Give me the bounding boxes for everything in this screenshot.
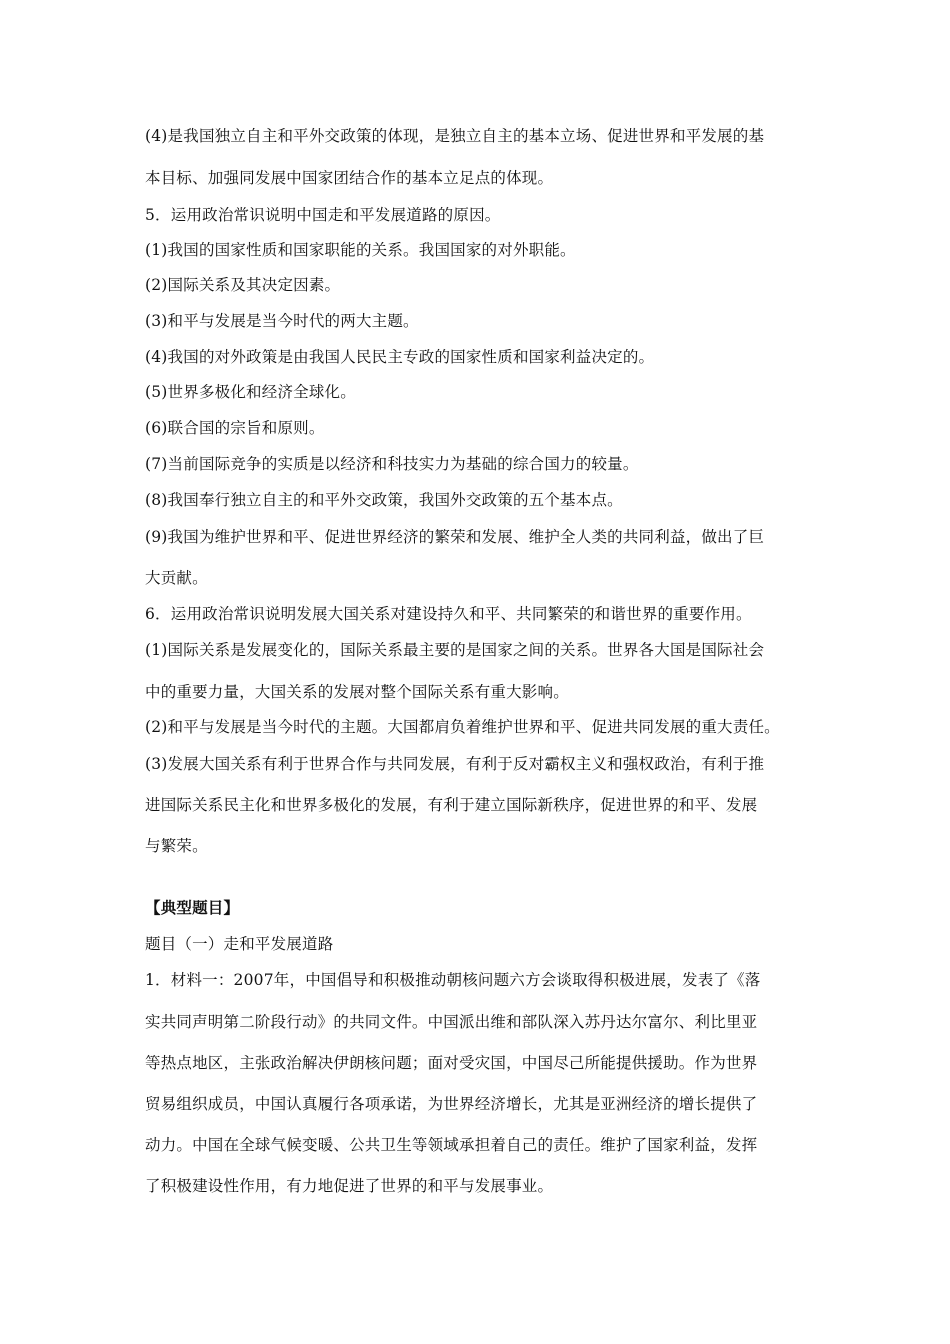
- text-line: (6)联合国的宗旨和原则。: [145, 419, 325, 437]
- text-line: 实共同声明第二阶段行动》的共同文件。中国派出维和部队深入苏丹达尔富尔、利比里亚: [145, 1013, 758, 1031]
- text-line: (7)当前国际竞争的实质是以经济和科技实力为基础的综合国力的较量。: [145, 455, 639, 473]
- text-line: 动力。中国在全球气候变暖、公共卫生等领域承担着自己的责任。维护了国家利益，发挥: [145, 1136, 758, 1154]
- text-line: 1．材料一：2007年，中国倡导和积极推动朝核问题六方会谈取得积极进展，发表了《落: [145, 971, 761, 989]
- text-line: (2)国际关系及其决定因素。: [145, 276, 341, 294]
- text-line: 大贡献。: [145, 569, 208, 587]
- text-line: (3)发展大国关系有利于世界合作与共同发展，有利于反对霸权主义和强权政治，有利于推: [145, 755, 765, 773]
- text-line: (2)和平与发展是当今时代的主题。大国都肩负着维护世界和平、促进共同发展的重大责任。: [145, 718, 780, 736]
- text-line: 等热点地区，主张政治解决伊朗核问题；面对受灾国，中国尽己所能提供援助。作为世界: [145, 1054, 758, 1072]
- section-heading: 【典型题目】: [145, 898, 240, 917]
- text-line: (1)国际关系是发展变化的，国际关系最主要的是国家之间的关系。世界各大国是国际社会: [145, 641, 765, 659]
- text-line: 了积极建设性作用，有力地促进了世界的和平与发展事业。: [145, 1177, 554, 1195]
- text-line: (1)我国的国家性质和国家职能的关系。我国国家的对外职能。: [145, 241, 576, 259]
- text-line: 本目标、加强同发展中国家团结合作的基本立足点的体现。: [145, 169, 554, 187]
- text-line: 与繁荣。: [145, 837, 208, 855]
- text-line: 6．运用政治常识说明发展大国关系对建设持久和平、共同繁荣的和谐世界的重要作用。: [145, 605, 752, 623]
- text-line: (4)我国的对外政策是由我国人民民主专政的国家性质和国家利益决定的。: [145, 348, 655, 366]
- text-line: (5)世界多极化和经济全球化。: [145, 383, 356, 401]
- text-line: 进国际关系民主化和世界多极化的发展，有利于建立国际新秩序，促进世界的和平、发展: [145, 796, 758, 814]
- question-subtitle: 题目（一）走和平发展道路: [145, 935, 334, 953]
- text-line: 贸易组织成员，中国认真履行各项承诺，为世界经济增长，尤其是亚洲经济的增长提供了: [145, 1095, 758, 1113]
- text-line: 5．运用政治常识说明中国走和平发展道路的原因。: [145, 206, 501, 224]
- text-line: (4)是我国独立自主和平外交政策的体现，是独立自主的基本立场、促进世界和平发展的基: [145, 127, 765, 145]
- text-line: (9)我国为维护世界和平、促进世界经济的繁荣和发展、维护全人类的共同利益，做出了巨: [145, 528, 765, 546]
- text-line: (8)我国奉行独立自主的和平外交政策，我国外交政策的五个基本点。: [145, 491, 623, 509]
- text-line: 中的重要力量，大国关系的发展对整个国际关系有重大影响。: [145, 683, 569, 701]
- text-line: (3)和平与发展是当今时代的两大主题。: [145, 312, 419, 330]
